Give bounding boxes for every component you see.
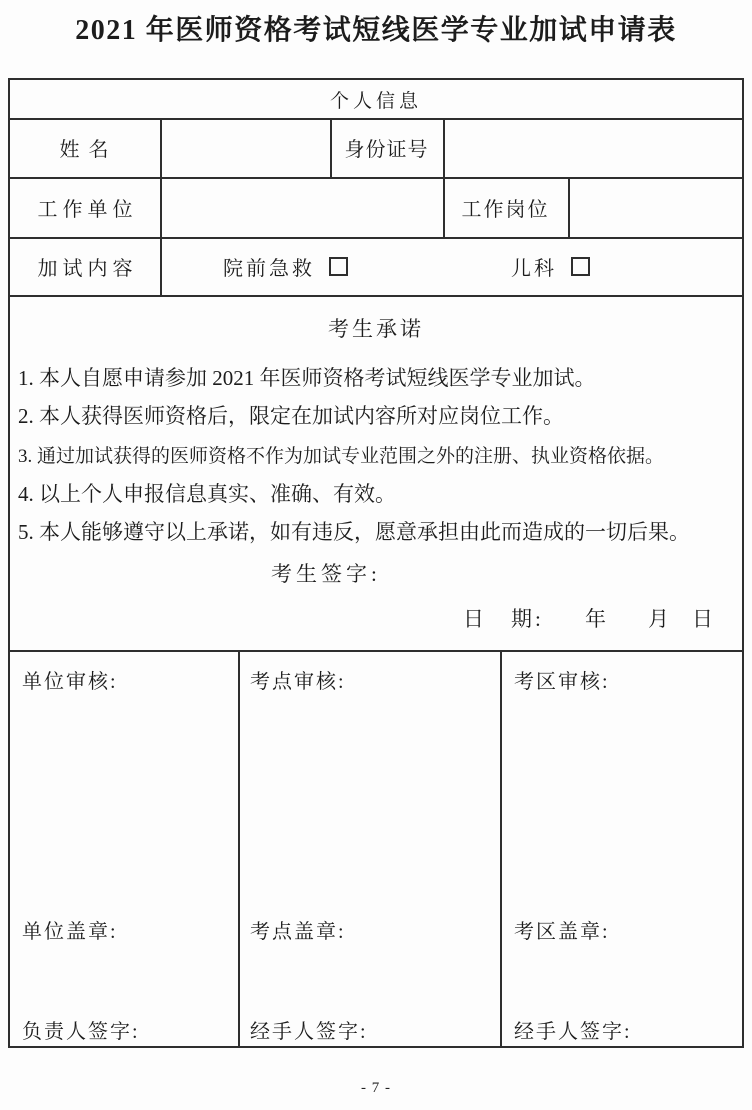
id-number-label: 身份证号 (344, 139, 429, 161)
pledge-header: 考生承诺 (328, 317, 424, 341)
date-month-label: 月 (648, 607, 669, 631)
pledge-item-3: 3. 通过加试获得的医师资格不作为加试专业范围之外的注册、执业资格依据。 (18, 446, 665, 467)
name-value-cell (160, 118, 330, 177)
site-handler-signature-label: 经手人签字: (250, 1021, 368, 1043)
option-pediatrics-label: 儿科 (511, 257, 557, 280)
checkbox-pediatrics-icon (571, 257, 590, 276)
addtest-option-prehospital (223, 237, 348, 295)
date-day-label: 日 (692, 607, 713, 631)
personal-info-header: 个人信息 (329, 90, 422, 112)
pledge-item-4: 4. 以上个人申报信息真实、准确、有效。 (18, 482, 396, 506)
work-unit-value-cell (160, 177, 443, 237)
job-value-cell (568, 177, 742, 237)
form-title: 2021 年医师资格考试短线医学专业加试申请表 (75, 15, 677, 46)
addtest-label: 加 试 内 容 (37, 257, 133, 280)
candidate-signature-label: 考生签字: (271, 562, 381, 586)
pledge-item-1: 1. 本人自愿申请参加 2021 年医师资格考试短线医学专业加试。 (18, 366, 596, 390)
checkbox-prehospital-icon (329, 257, 348, 276)
row-divider-below-pledge (10, 650, 742, 652)
name-label: 姓 名 (59, 139, 111, 161)
pledge-item-5: 5. 本人能够遵守以上承诺，如有违反，愿意承担由此而造成的一切后果。 (18, 520, 690, 544)
row-divider-below-addtest (10, 295, 742, 297)
col-divider-review-2 (500, 650, 502, 1046)
col-divider-review-1 (238, 650, 240, 1046)
date-label: 日 期: (463, 607, 544, 631)
date-year-label: 年 (585, 607, 606, 631)
id-number-value-cell (443, 118, 742, 177)
unit-review-label: 单位审核: (22, 671, 118, 693)
work-unit-label: 工 作 单 位 (37, 198, 133, 221)
area-handler-signature-label: 经手人签字: (514, 1021, 632, 1043)
site-review-label: 考点审核: (250, 671, 346, 693)
area-review-label: 考区审核: (514, 671, 610, 693)
option-prehospital-label: 院前急救 (223, 257, 315, 280)
addtest-option-pediatrics (511, 237, 590, 295)
job-label: 工作岗位 (461, 198, 550, 221)
site-seal-label: 考点盖章: (250, 921, 346, 943)
area-seal-label: 考区盖章: (514, 921, 610, 943)
form-table (8, 78, 744, 1048)
unit-responsible-signature-label: 负责人签字: (22, 1021, 140, 1043)
page-number: - 7 - (361, 1080, 391, 1096)
pledge-item-2: 2. 本人获得医师资格后，限定在加试内容所对应岗位工作。 (18, 404, 564, 428)
unit-seal-label: 单位盖章: (22, 921, 118, 943)
